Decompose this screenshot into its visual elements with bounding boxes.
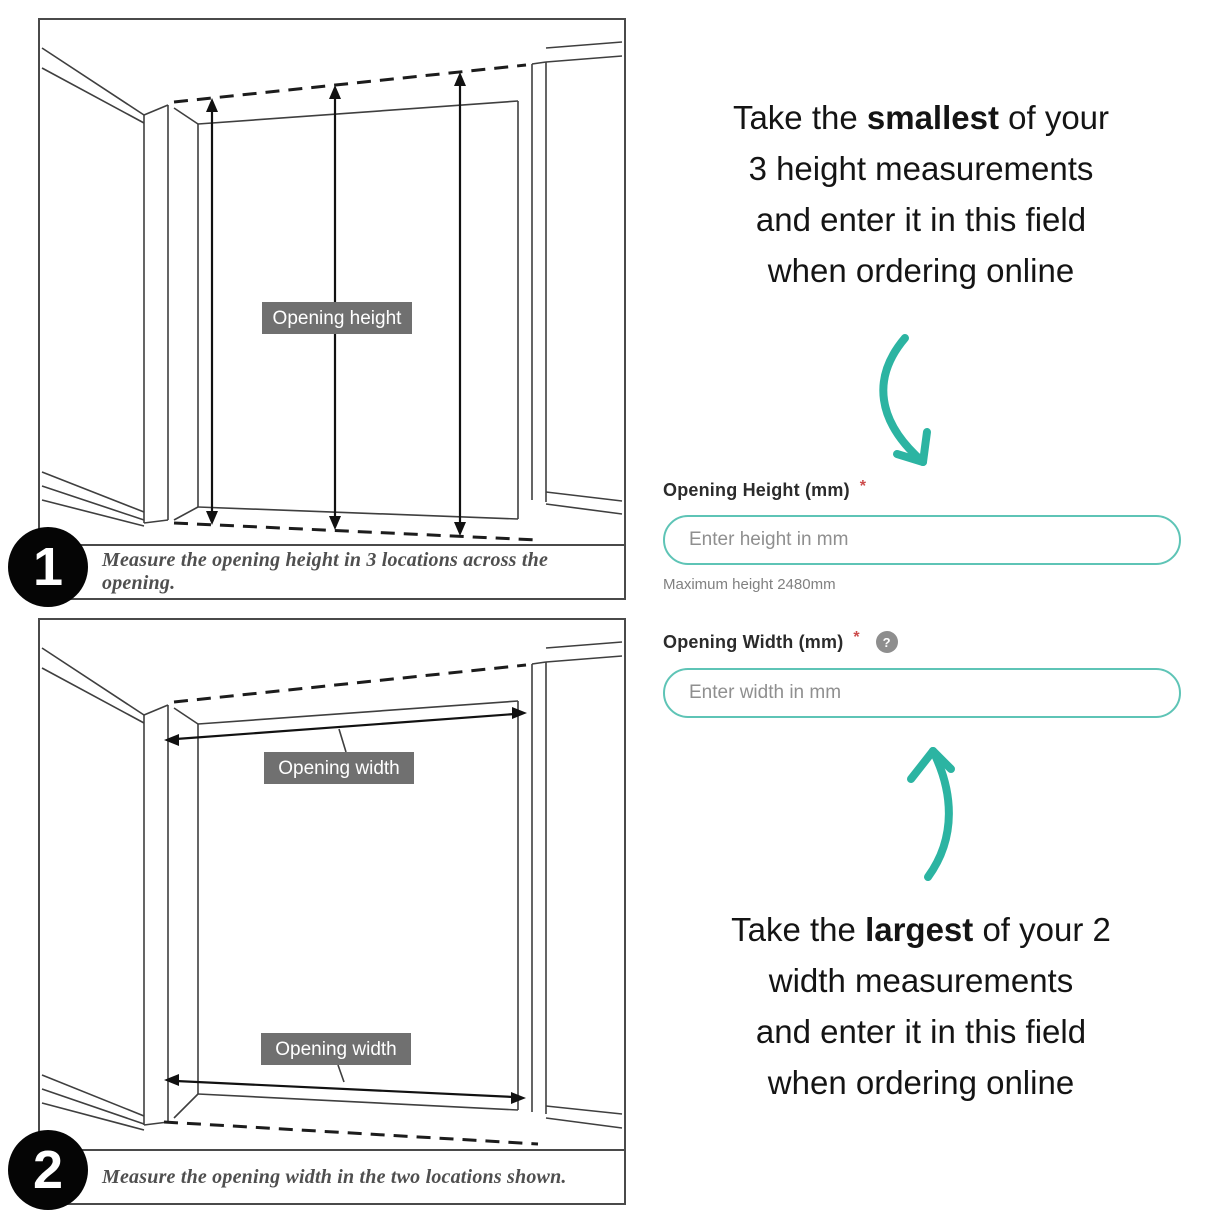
figure-opening-width: [38, 618, 626, 1205]
opening-height-label-row: [663, 477, 867, 501]
opening-height-label: Opening height: [272, 308, 402, 329]
figure1-caption: Measure the opening height in 3 locations across the opening.: [102, 549, 549, 594]
curved-arrow-down-icon: [853, 330, 963, 475]
width-instruction-line2: width measurements: [768, 962, 1074, 999]
width-required-asterisk: *: [853, 629, 860, 646]
figure2-caption: Measure the opening width in the two locations shown.: [102, 1165, 567, 1188]
height-instruction-line2: 3 height measurements: [748, 150, 1094, 187]
height-instruction-line1: Take the smallest of your: [732, 99, 1110, 136]
width-instruction-keyword: largest: [865, 911, 974, 948]
width-help-icon[interactable]: ?: [876, 631, 898, 653]
height-instruction-line3: and enter it in this field: [755, 201, 1087, 238]
width-instruction-line4: when ordering online: [767, 1064, 1075, 1101]
figure2-caption-strip: [40, 1149, 624, 1203]
opening-height-diagram: [40, 20, 624, 546]
figure1-caption-strip: [40, 544, 624, 598]
opening-width-diagram: [40, 620, 624, 1151]
opening-width-bottom-label: Opening width: [275, 1039, 397, 1060]
height-instruction-text: [648, 92, 1194, 296]
opening-width-top-label: Opening width: [278, 758, 400, 779]
opening-height-input[interactable]: [663, 515, 1181, 565]
max-height-helper-text: Maximum height 2480mm: [663, 576, 836, 593]
height-required-asterisk: *: [859, 477, 867, 495]
step-2-badge: 2: [8, 1130, 88, 1210]
step-1-badge: 1: [8, 527, 88, 607]
opening-width-label-row: [663, 631, 898, 653]
width-instruction-line3: and enter it in this field: [755, 1013, 1087, 1050]
opening-width-input[interactable]: [663, 668, 1181, 718]
opening-width-field-label: Opening Width (mm): [663, 631, 844, 652]
figure-opening-height: [38, 18, 626, 600]
width-instruction-text: [648, 904, 1194, 1108]
curved-arrow-up-icon: [893, 733, 993, 885]
height-instruction-line4: when ordering online: [767, 252, 1075, 289]
opening-height-field-label: Opening Height (mm): [663, 480, 850, 500]
width-instruction-line1: Take the largest of your 2: [731, 911, 1111, 948]
height-instruction-keyword: smallest: [866, 99, 999, 136]
